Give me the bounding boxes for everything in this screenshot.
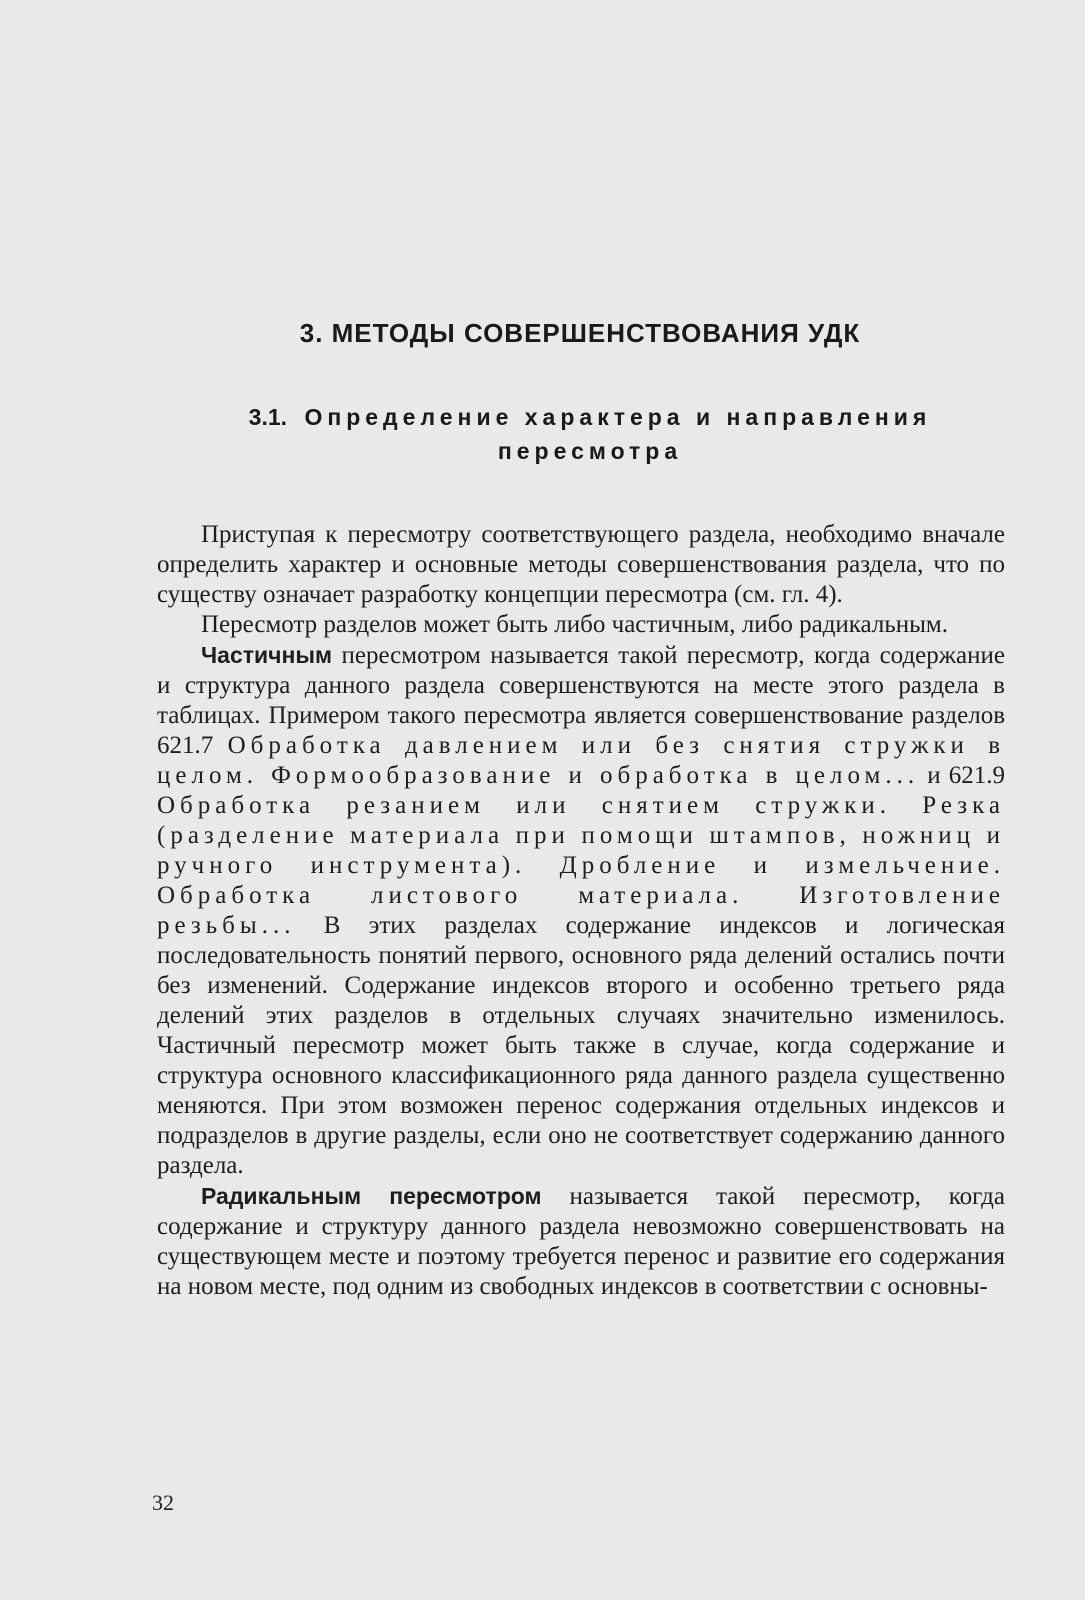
body-text [157, 520, 1005, 1302]
paragraph: Приступая к пересмотру соответствующего раздела, необходимо вначале определить характер и основные методы совершенствования раздела, что по существу означает разработку концепции пересмотра (см. гл. 4). [157, 521, 1005, 608]
paragraph [157, 1181, 1005, 1302]
section-heading [175, 400, 1005, 468]
term-partial: Частичным [201, 642, 333, 668]
paragraph-text: называется такой пересмотр, когда содержание и структуру данного раздела невозможно совершенствовать на существующем месте и поэтому требуется перенос и развитие его содержания на новом месте, под одним из свободных индексов в соответствии с основны- [157, 1183, 1005, 1300]
paragraph [157, 640, 1005, 1181]
paragraph: Пересмотр разделов может быть либо частичным, либо радикальным. [201, 611, 948, 638]
section-number: 3.1. [248, 404, 288, 430]
paragraph-text: пересмотром называется такой пересмотр, когда содержание и структура данного раздела совершенствуются на месте этого раздела в таблицах. Примером такого пересмотра является совершенствование разделов 621.7 [157, 642, 1005, 759]
term-radical: Радикальным пересмотром [201, 1183, 542, 1209]
paragraph-text: и 621.9 [919, 762, 1005, 789]
udc-class-title: Обработка резанием или снятием стружки. Резка (разделение материала при помощи штампов, ножниц и ручного инструмента). Дробление и измельчение. Обработка листового материала. Изготовление резьбы... [157, 792, 1005, 939]
paragraph-text: В этих разделах содержание индексов и логическая последовательность понятий первого, основного ряда делений остались почти без изменений. Содержание индексов второго и особенно третьего ряда делений этих разделов в отдельных случаях значительно изменилось. Частичный пересмотр может быть также в случае, когда содержание и структура основного классификационного ряда данного раздела существенно меняются. При этом возможен перенос содержания отдельных индексов и подразделов в другие разделы, если оно не соответствует содержанию данного раздела. [157, 912, 1005, 1179]
udc-class-title: Обработка давлением или без снятия стружки в целом. Формообразование и обработка в целом... [157, 732, 1005, 789]
chapter-title: 3. МЕТОДЫ СОВЕРШЕНСТВОВАНИЯ УДК [299, 318, 861, 348]
section-title: Определение характера и направления пересмотра [304, 404, 932, 464]
page-number: 32 [152, 1490, 174, 1515]
